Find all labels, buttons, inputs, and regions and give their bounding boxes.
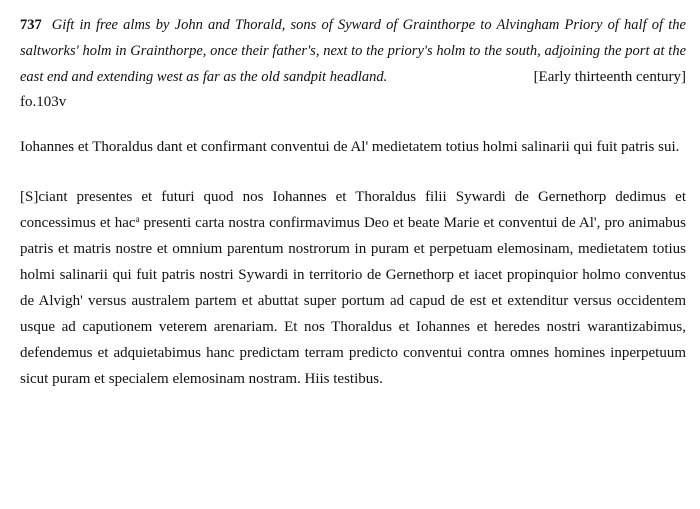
entry-date: [Early thirteenth century] [533, 69, 686, 85]
entry-heading [20, 12, 686, 90]
footnote-marker: a [135, 214, 140, 224]
charter-text-part1: [S]ciant presentes et futuri quod nos Iohannes et Thoraldus filii Sywardi de Gernethorp dedimus et concessimus et hac [20, 189, 686, 231]
folio-reference: fo.103v [20, 94, 67, 110]
abstract-paragraph: Iohannes et Thoraldus dant et confirmant conventui de Al' medietatem totius holmi salinarii qui fuit patris sui. [20, 139, 680, 155]
charter-text [20, 184, 686, 392]
charter-text-part2: presenti carta nostra confirmavimus Deo et beate Marie et conventui de Al', pro animabus patris et matris nostre et omnium parentum nostrorum in puram et perpetuam elemosinam, medietatem totius holmi salinarii qui fuit patris nostri Sywardi in territorio de Gernethorp et iacet propinquior holmo conventus de Alvigh' versus australem partem et abuttat super portum ad capud de est et extenditur versus occidentem usque ad caputionem veterem arenariam. Et nos Thoraldus et Iohannes et heredes nostri warantizabimus, defendemus et adquietabimus hanc predictam terram predicto conventui contra omnes homines inperpetuum sicut puram et specialem elemosinam nostram. Hiis testibus. [20, 215, 686, 387]
entry-summary: Gift in free alms by John and Thorald, sons of Syward of Grainthorpe to Alvingham Priory of half of the saltworks' holm in Grainthorpe, once their father's, next to the priory's holm to the south, adjoining the port at the east end and extending west as far as the old sandpit headland. [20, 17, 686, 85]
entry-number: 737 [20, 17, 42, 33]
